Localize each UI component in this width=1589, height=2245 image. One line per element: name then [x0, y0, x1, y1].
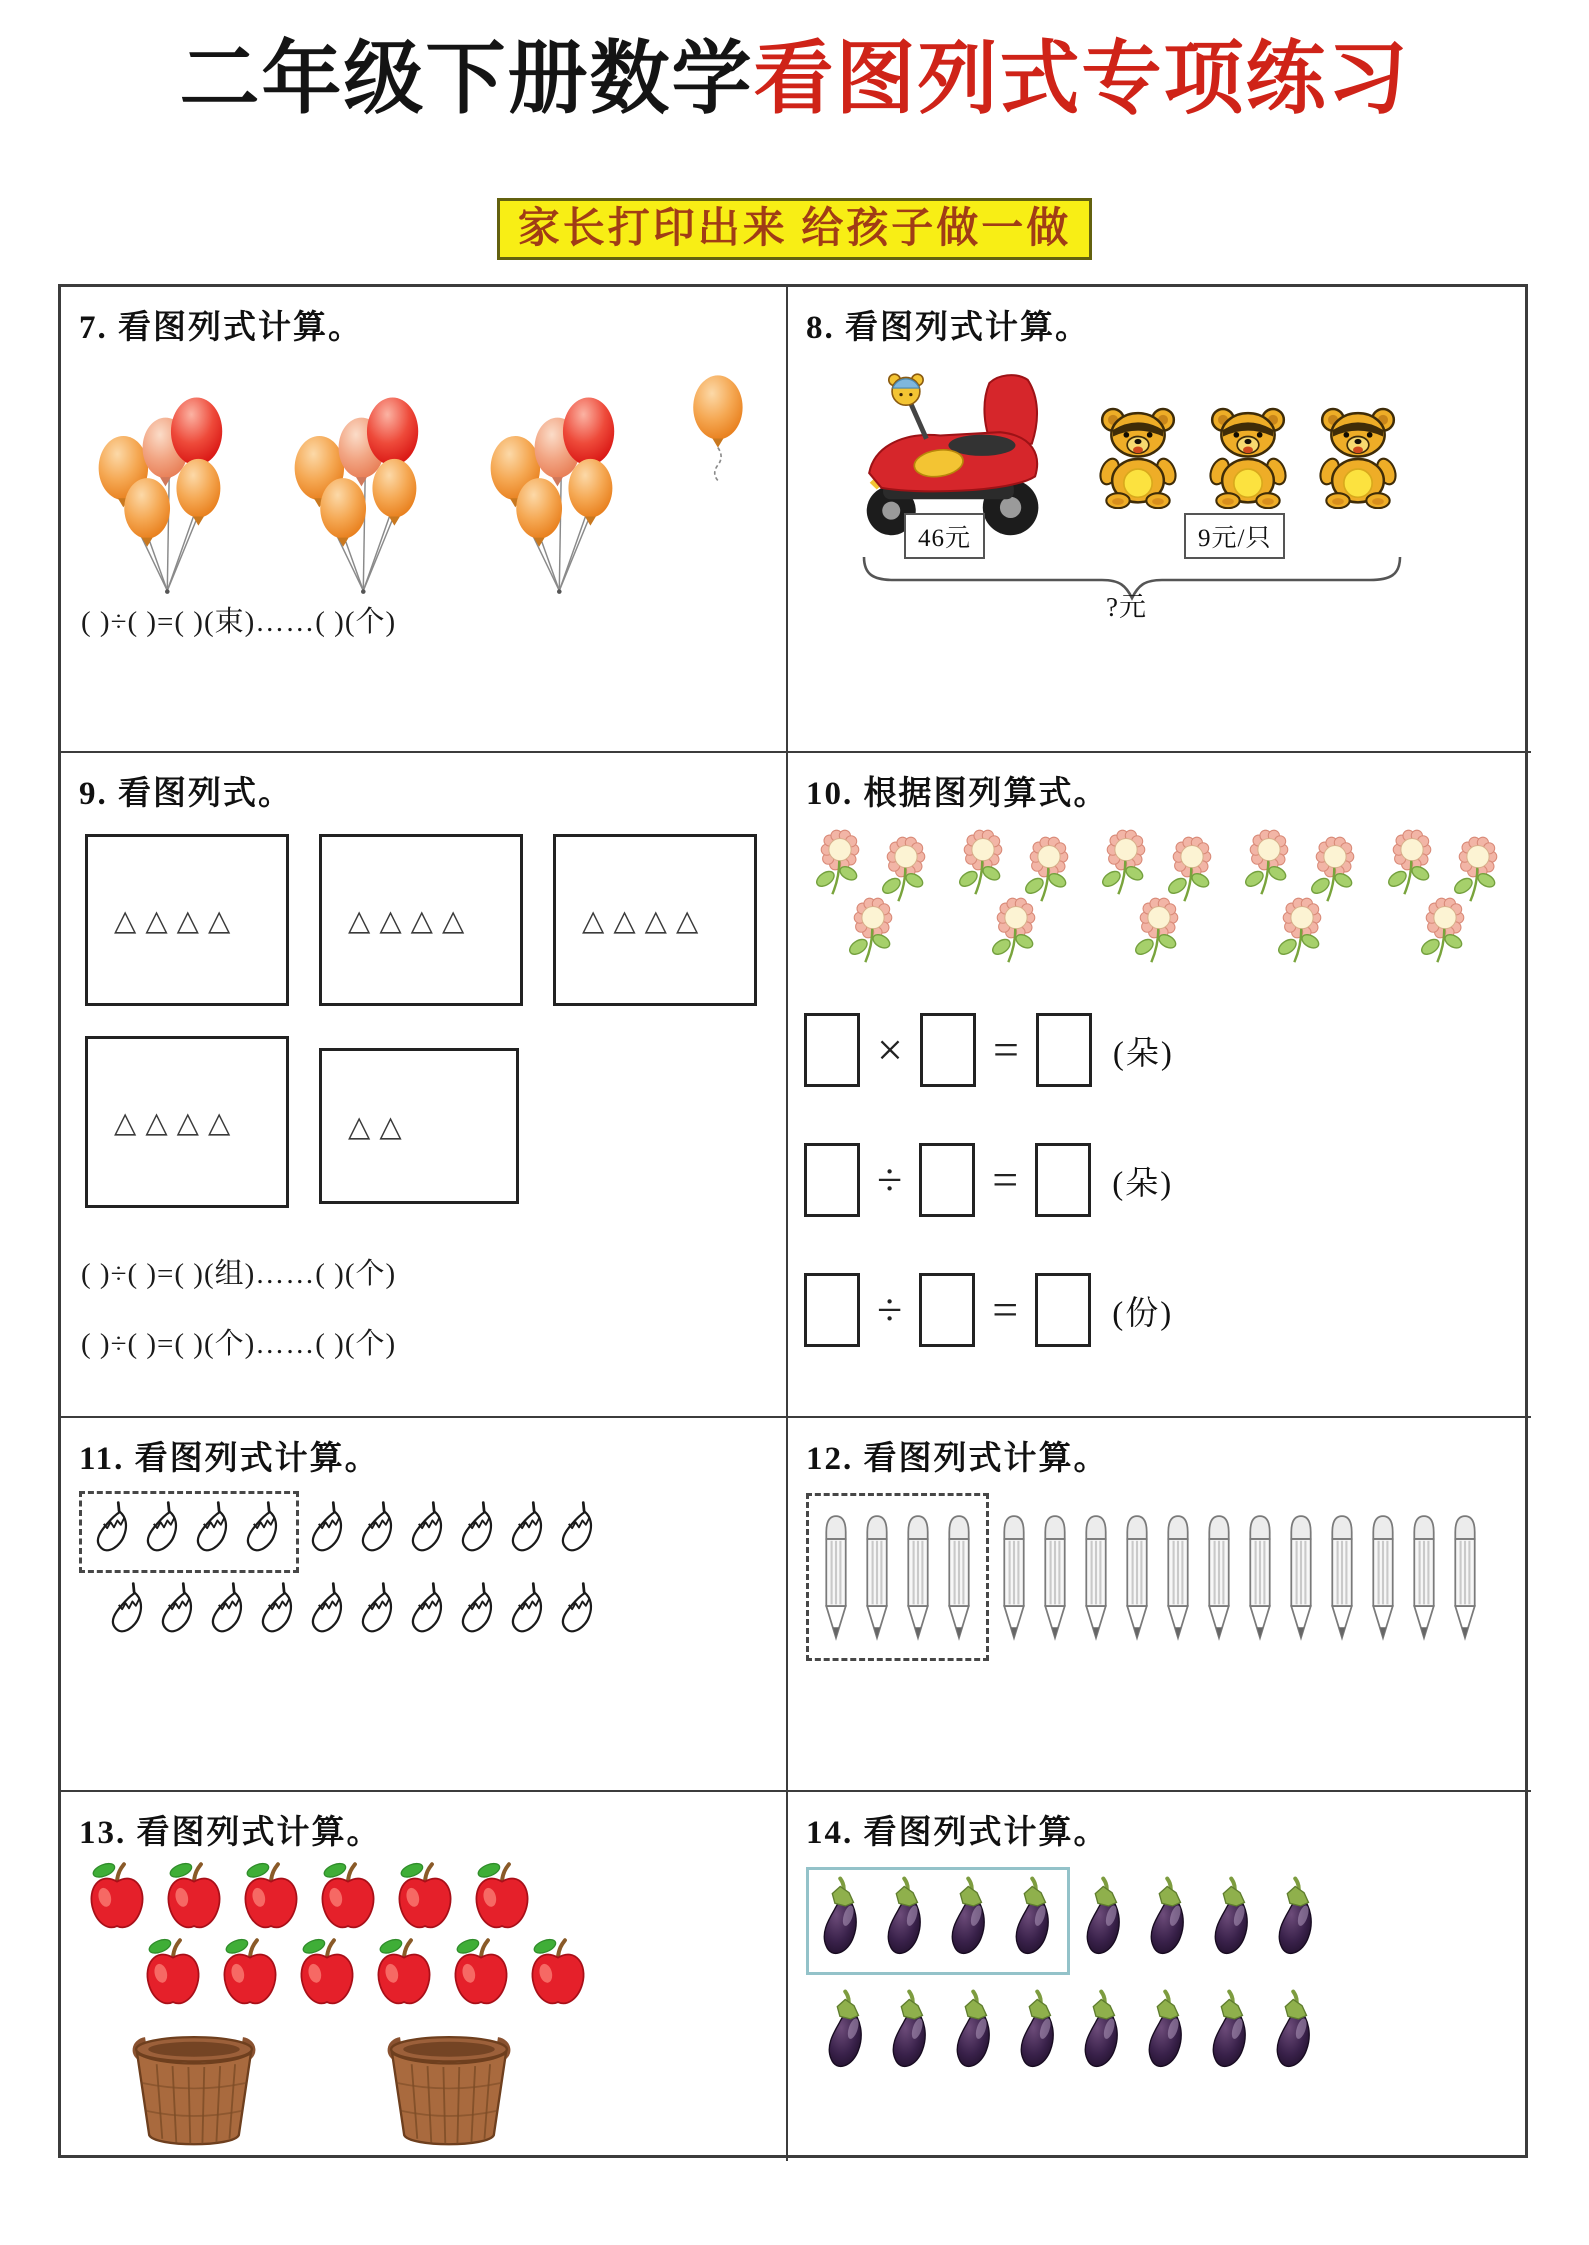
teddy-bear-icon: [1308, 399, 1408, 509]
pencil-rest: [999, 1504, 1480, 1650]
eggplant-icon: [1016, 1989, 1062, 2079]
problem-7-label: 7. 看图列式计算。: [79, 310, 363, 346]
eggplant-icon: [1080, 1989, 1126, 2079]
teddy-bear-icon: [1088, 399, 1188, 509]
divide-sign: ÷: [877, 1284, 903, 1335]
problem-14-cell: [788, 1792, 1531, 2161]
eggplant-outline-icon: [157, 1581, 201, 1645]
eggplant-outline-icon: [457, 1581, 501, 1645]
worksheet-table: [58, 284, 1528, 2158]
flower-group: [951, 826, 1084, 978]
pencil-icon: [903, 1504, 933, 1650]
problem-12-label: 12. 看图列式计算。: [806, 1441, 1109, 1477]
triangle-group: [322, 1109, 411, 1144]
eggplant-icon: [888, 1989, 934, 2079]
apple-row2: [137, 1935, 768, 2009]
flower-group: [1094, 826, 1227, 978]
eggplant-icon: [952, 1989, 998, 2079]
pencil-icon: [862, 1504, 892, 1650]
flower-icon: [1413, 894, 1477, 974]
eggplant-outline-icon: [507, 1500, 551, 1564]
equals-sign: =: [992, 1284, 1019, 1335]
pencil-icon: [999, 1504, 1029, 1650]
pencil-icon: [1163, 1504, 1193, 1650]
answer-box: [804, 1273, 860, 1347]
eggplant-outline-icon: [307, 1581, 351, 1645]
pencil-icon: [1409, 1504, 1439, 1650]
triangle-glyph: △: [348, 904, 380, 937]
eggplant-outline-row1: [79, 1491, 768, 1573]
triangle-glyph: △: [348, 1110, 380, 1143]
eggplant-outline-icon: [457, 1500, 501, 1564]
answer-box: [919, 1273, 975, 1347]
eggplant-outline-icon: [142, 1500, 186, 1564]
apple-icon: [137, 1935, 209, 2009]
triangle-glyph: △: [379, 904, 411, 937]
problem-10-cell: [788, 753, 1531, 1418]
eggplant-outline-icon: [257, 1581, 301, 1645]
apple-icon: [158, 1859, 230, 1933]
problem-11-cell: [61, 1418, 788, 1792]
problem-13-label: 13. 看图列式计算。: [79, 1815, 382, 1851]
balloon-bunch-icon: [473, 360, 641, 598]
triangle-group: [88, 903, 239, 938]
apple-icon: [466, 1859, 538, 1933]
eggplant-outline-icon: [357, 1500, 401, 1564]
eggplant-outline-icon: [557, 1500, 601, 1564]
flower-group: [1380, 826, 1513, 978]
flower-icon: [1270, 894, 1334, 974]
flower-group: [1237, 826, 1370, 978]
triangle-glyph: △: [613, 904, 645, 937]
eggplant-outline-row2: [107, 1581, 768, 1645]
pencil-icon: [1286, 1504, 1316, 1650]
page-title-black: 二年级下册数学: [179, 36, 754, 124]
motorcycle-price-box: 46元: [904, 513, 985, 559]
problem-9-equation-2: ( )÷( )=( )(个)……( )(个): [81, 1328, 397, 1360]
answer-box: [1035, 1143, 1091, 1217]
pencil-figure: [806, 1493, 1513, 1661]
equation-row-multiply: [804, 1013, 1174, 1087]
eggplant-icon: [819, 1876, 865, 1966]
balloon-figure: [81, 360, 768, 598]
eggplant-rest-row1: [307, 1500, 601, 1564]
triangle-glyph: △: [410, 904, 442, 937]
eggplant-icon: [1274, 1876, 1320, 1966]
triangle-glyph: △: [207, 904, 240, 937]
total-question: ?元: [1106, 592, 1147, 622]
problem-8-cell: [788, 287, 1531, 753]
pencil-icon: [1368, 1504, 1398, 1650]
unit-label: (朵): [1112, 1035, 1174, 1072]
apple-icon: [291, 1935, 363, 2009]
eggplant-outline-icon: [207, 1581, 251, 1645]
triangle-glyph: △: [114, 904, 146, 937]
basket-icon: [119, 2025, 269, 2151]
triangle-group: [556, 903, 707, 938]
unit-label: (份): [1112, 1295, 1174, 1332]
divide-sign: ÷: [877, 1154, 903, 1205]
problem-13-cell: [61, 1792, 788, 2161]
multiply-sign: ×: [877, 1024, 903, 1075]
triangle-glyph: △: [644, 904, 676, 937]
triangle-box: [319, 834, 523, 1006]
single-balloons: [671, 360, 749, 491]
apple-icon: [445, 1935, 517, 2009]
flower-icon: [1127, 894, 1191, 974]
problem-10-label: 10. 根据图列算式。: [806, 776, 1109, 812]
triangle-box: [85, 834, 289, 1006]
unit-label: (朵): [1112, 1165, 1174, 1202]
pencil-icon: [944, 1504, 974, 1650]
apple-icon: [235, 1859, 307, 1933]
problem-11-label: 11. 看图列式计算。: [79, 1441, 380, 1477]
eggplant-icon: [824, 1989, 870, 2079]
bear-price-box: 9元/只: [1184, 513, 1285, 559]
triangle-box: [85, 1036, 289, 1208]
triangle-glyph: △: [441, 904, 474, 937]
problem-12-cell: [788, 1418, 1531, 1792]
apple-icon: [389, 1859, 461, 1933]
pencil-icon: [821, 1504, 851, 1650]
basket-row: [119, 2025, 768, 2151]
teddy-bear-icon: [1198, 399, 1298, 509]
equals-sign: =: [992, 1154, 1019, 1205]
apple-row1: [81, 1859, 768, 1933]
balloon-bunch-icon: [277, 360, 445, 598]
flower-icon: [984, 894, 1048, 974]
single-balloon-icon: [685, 370, 749, 486]
balloon-bunches: [81, 360, 641, 598]
problem-9-equation-1: ( )÷( )=( )(组)……( )(个): [81, 1258, 397, 1290]
teal-group-box: [806, 1867, 1070, 1975]
balloon-bunch-icon: [81, 360, 249, 598]
pencil-icon: [1040, 1504, 1070, 1650]
dashed-group-box: [806, 1493, 989, 1661]
page-title-red: 看图列式专项练习: [753, 36, 1410, 124]
eggplant-icon: [1011, 1876, 1057, 1966]
eggplant-icon: [1272, 1989, 1318, 2079]
apple-icon: [522, 1935, 594, 2009]
teddy-bears: [1088, 399, 1408, 509]
eggplant-outline-icon: [192, 1500, 236, 1564]
flower-icon: [841, 894, 905, 974]
triangle-glyph: △: [379, 1110, 411, 1143]
eggplant-icon: [947, 1876, 993, 1966]
eggplant-outline-icon: [507, 1581, 551, 1645]
triangle-glyph: △: [176, 1106, 208, 1139]
eggplant-icon: [1146, 1876, 1192, 1966]
triangle-boxes-row1: [85, 834, 768, 1006]
problem-14-label: 14. 看图列式计算。: [806, 1815, 1109, 1851]
eggplant-outline-icon: [92, 1500, 136, 1564]
triangle-glyph: △: [582, 904, 614, 937]
equals-sign: =: [992, 1024, 1019, 1075]
problem-8-label: 8. 看图列式计算。: [806, 310, 1090, 346]
eggplant-icon: [1144, 1989, 1190, 2079]
triangle-glyph: △: [675, 904, 708, 937]
answer-box: [1036, 1013, 1092, 1087]
triangle-box: [319, 1048, 519, 1204]
eggplant-icon: [883, 1876, 929, 1966]
problem-7-cell: [61, 287, 788, 753]
eggplant-icon: [1082, 1876, 1128, 1966]
triangle-glyph: △: [114, 1106, 146, 1139]
apple-icon: [368, 1935, 440, 2009]
problem-9-label: 9. 看图列式。: [79, 776, 293, 812]
dashed-group-box: [79, 1491, 299, 1573]
pencil-icon: [1245, 1504, 1275, 1650]
eggplant-outline-icon: [407, 1500, 451, 1564]
subtitle-wrap: [0, 198, 1589, 260]
basket-icon: [374, 2025, 524, 2151]
apple-icon: [312, 1859, 384, 1933]
flower-groups: [808, 826, 1513, 978]
eggplant-outline-icon: [242, 1500, 286, 1564]
triangle-group: [88, 1105, 239, 1140]
triangle-box: [553, 834, 757, 1006]
equation-row-divide-1: [804, 1143, 1173, 1217]
eggplant-outline-icon: [307, 1500, 351, 1564]
pencil-icon: [1081, 1504, 1111, 1650]
equation-row-divide-2: [804, 1273, 1173, 1347]
eggplant-outline-icon: [407, 1581, 451, 1645]
triangle-boxes-row2: [85, 1036, 768, 1208]
pencil-icon: [1450, 1504, 1480, 1650]
page-title: [0, 30, 1589, 130]
triangle-group: [322, 903, 473, 938]
purple-eggplant-row2: [824, 1989, 1513, 2079]
problem-9-cell: [61, 753, 788, 1418]
problem-7-equation: ( )÷( )=( )(束)……( )(个): [81, 606, 397, 638]
triangle-glyph: △: [145, 1106, 177, 1139]
answer-box: [804, 1013, 860, 1087]
triangle-glyph: △: [176, 904, 208, 937]
eggplant-outline-icon: [557, 1581, 601, 1645]
purple-eggplant-rest: [1082, 1876, 1320, 1966]
pencil-icon: [1327, 1504, 1357, 1650]
triangle-glyph: △: [145, 904, 177, 937]
apple-icon: [81, 1859, 153, 1933]
eggplant-outline-icon: [357, 1581, 401, 1645]
eggplant-icon: [1210, 1876, 1256, 1966]
purple-eggplant-row1: [806, 1867, 1513, 1975]
eggplant-outline-icon: [107, 1581, 151, 1645]
eggplant-icon: [1208, 1989, 1254, 2079]
answer-box: [804, 1143, 860, 1217]
answer-box: [920, 1013, 976, 1087]
triangle-glyph: △: [207, 1106, 240, 1139]
flower-group: [808, 826, 941, 978]
apple-icon: [214, 1935, 286, 2009]
answer-box: [919, 1143, 975, 1217]
answer-box: [1035, 1273, 1091, 1347]
pencil-icon: [1122, 1504, 1152, 1650]
pencil-icon: [1204, 1504, 1234, 1650]
subtitle-banner: 家长打印出来 给孩子做一做: [497, 198, 1093, 260]
